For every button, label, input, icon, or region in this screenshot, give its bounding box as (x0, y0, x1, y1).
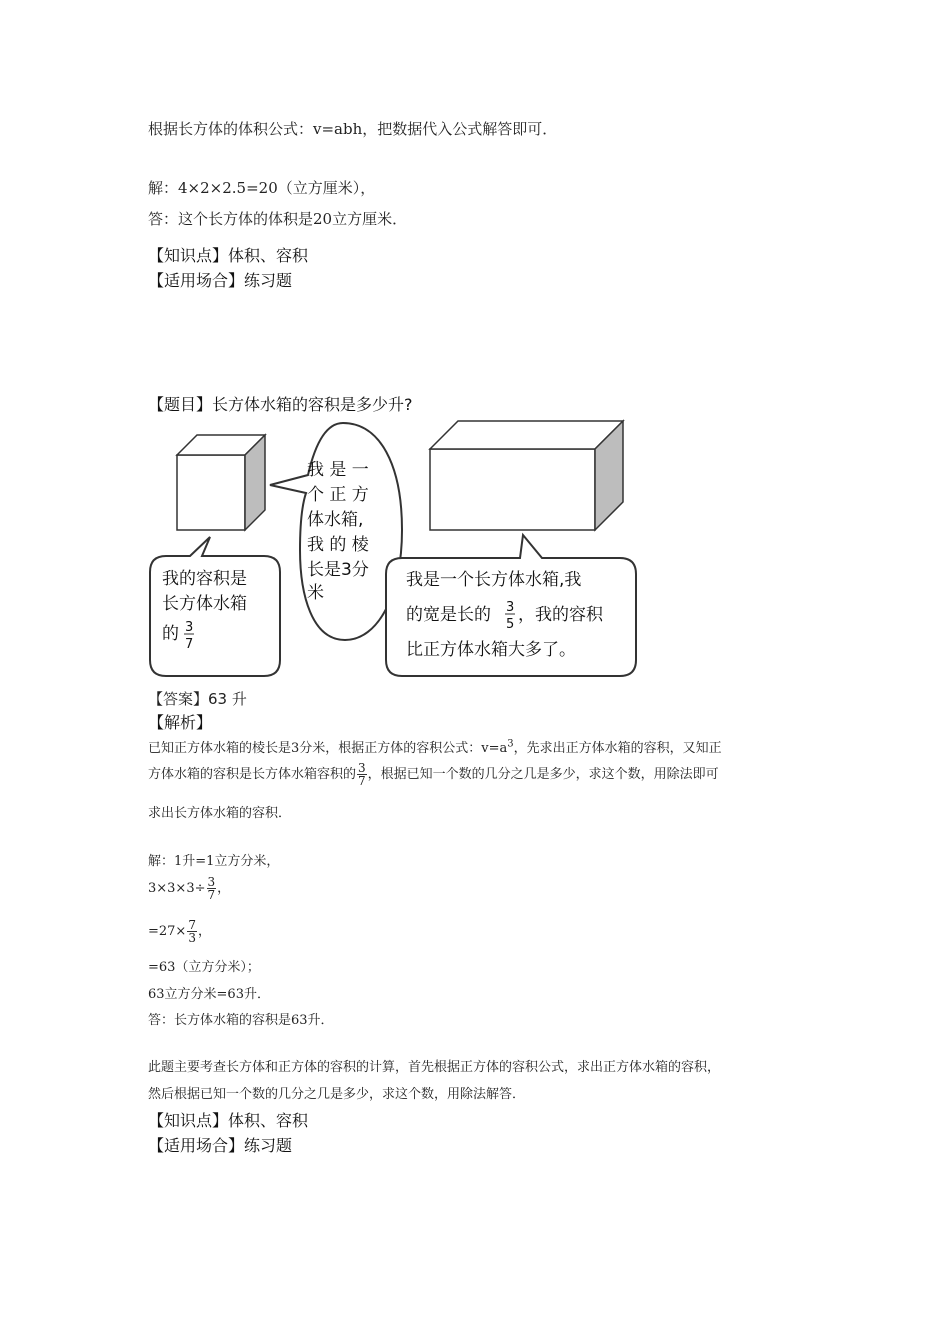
bubble-right-line-3: 比正方体水箱大多了。 (406, 640, 576, 660)
cube-drawing (177, 435, 265, 530)
bubble-middle-line-4: 我 的 棱 (307, 535, 369, 555)
bubble-right-line-2a: 的宽是长的 (406, 605, 491, 625)
cuboid-drawing (430, 421, 623, 530)
hint-text: 根据长方体的体积公式：v=abh，把数据代入公式解答即可． (148, 120, 558, 138)
bubble-middle-line-1: 我 是 一 (307, 460, 369, 480)
bubble-left-frac-den: 7 (185, 637, 194, 652)
solution-line-5: 63立方分米=63升． (148, 987, 270, 1002)
bubble-middle-line-2: 个 正 方 (307, 485, 369, 505)
bubble-right-frac-num: 3 (506, 600, 515, 615)
bubble-left-line-2: 长方体水箱 (162, 594, 247, 614)
analysis-label: 【解析】 (148, 713, 213, 732)
bubble-right-line-2b: ，我的容积 (518, 605, 603, 625)
solution-line-2: 3×3×3÷ $\frac{3}{7}$ ， (148, 875, 231, 902)
bubble-middle-line-3: 体水箱, (307, 510, 364, 530)
knowledge-point-2: 【知识点】体积、容积 (148, 1111, 309, 1130)
bubble-left-line-3: 的 (162, 624, 179, 644)
applicable-occasion: 【适用场合】练习题 (148, 271, 293, 290)
bubble-left-frac-num: 3 (185, 620, 194, 635)
solution-line-1: 解：1升=1立方分米， (148, 854, 280, 869)
question-title: 【题目】长方体水箱的容积是多少升? (148, 395, 413, 414)
analysis-line-3: 求出长方体水箱的容积． (148, 806, 292, 821)
bubble-middle-line-5: 长是3分 (307, 560, 369, 580)
solution-line-6: 答：长方体水箱的容积是63升． (148, 1013, 334, 1028)
solution-text: 解：4×2×2.5=20（立方厘米）， (148, 179, 376, 197)
answer-text: 答：这个长方体的体积是20立方厘米． (148, 210, 408, 228)
analysis-line-2: 方体水箱的容积是长方体水箱容积的 $\frac{3}{7}$ ，根据已知一个数的几分之几是多少，求这个数，用除法即可 (148, 761, 719, 788)
knowledge-point: 【知识点】体积、容积 (148, 246, 309, 265)
answer-label: 【答案】63 升 (148, 690, 247, 708)
applicable-occasion-2: 【适用场合】练习题 (148, 1136, 293, 1155)
analysis-line-1: 已知正方体水箱的棱长是3分米，根据正方体的容积公式：$v=a^3$，先求出正方体水箱的容积，又知正 (148, 738, 722, 756)
bubble-middle-line-6: 米 (307, 583, 324, 603)
comment-line-2: 然后根据已知一个数的几分之几是多少，求这个数，用除法解答． (148, 1087, 526, 1102)
solution-line-3: =27× $\frac{7}{3}$ ， (148, 918, 211, 945)
bubble-right-frac-den: 5 (506, 617, 515, 632)
speech-bubble-middle (270, 423, 402, 640)
question-figure (140, 415, 650, 683)
bubble-right-line-1: 我是一个长方体水箱,我 (406, 570, 582, 590)
comment-line-1: 此题主要考查长方体和正方体的容积的计算，首先根据正方体的容积公式，求出正方体水箱的容积， (148, 1060, 721, 1075)
bubble-left-line-1: 我的容积是 (162, 569, 247, 589)
solution-line-4: =63（立方分米）； (148, 960, 260, 975)
